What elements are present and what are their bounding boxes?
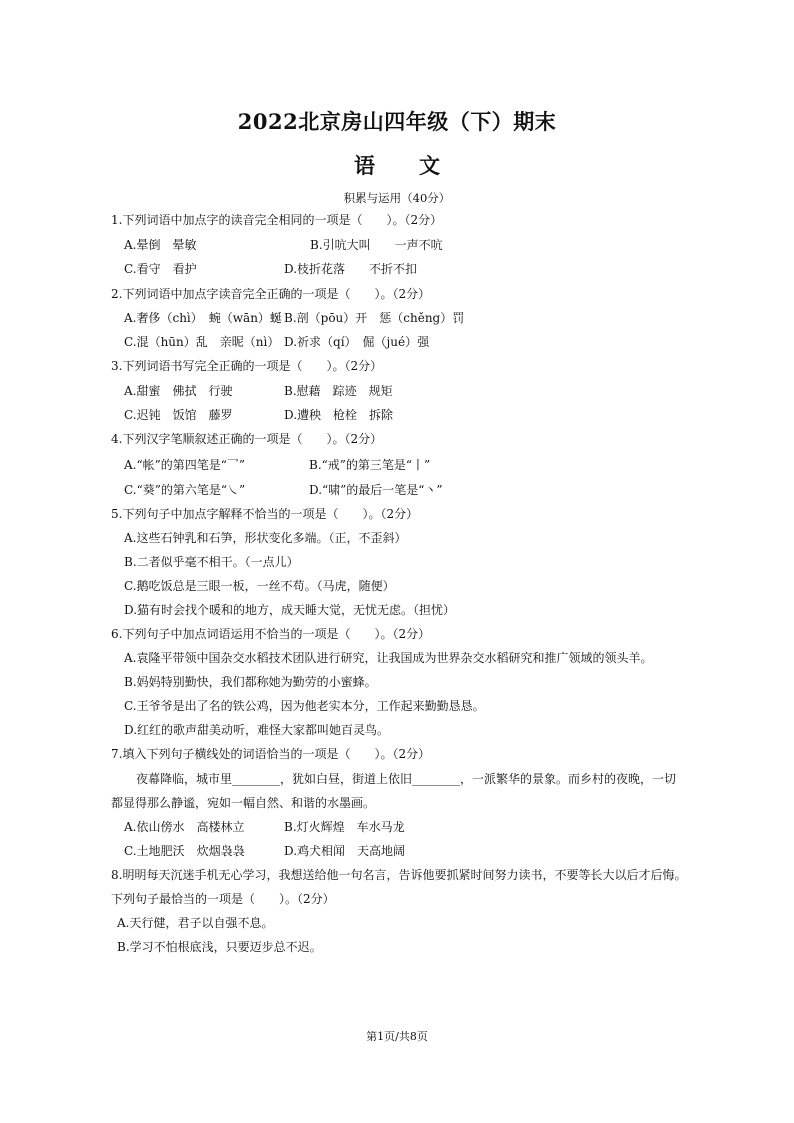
q7-passage-line-1: 夜幕降临，城市里________，犹如白昼，街道上依旧________，一派繁华的景象。而乡村的夜晚，一切 bbox=[136, 772, 677, 786]
question-7-stem: 7.填入下列句子横线处的词语恰当的一项是（ ）。（2分） bbox=[111, 747, 431, 761]
page-number-footer: 第1页/共8页 bbox=[366, 1030, 428, 1043]
question-2-stem: 2.下列词语中加点字读音完全正确的一项是（ ）。（2分） bbox=[111, 287, 431, 301]
q8-option-a: A.天行健，君子以自强不息。 bbox=[117, 916, 274, 930]
q3-option-c: C.迟钝 饭馆 藤罗 bbox=[124, 408, 233, 422]
page-title: 2022北京房山四年级（下）期末 bbox=[237, 109, 557, 134]
q1-option-d: D.枝折花落 不折不扣 bbox=[284, 262, 418, 276]
q1-option-b: B.引吭大叫 一声不吭 bbox=[310, 238, 443, 252]
q4-option-b: B.“戒”的第三笔是“丨” bbox=[309, 458, 431, 472]
question-5-stem: 5.下列句子中加点字解释不恰当的一项是（ ）。（2分） bbox=[111, 507, 419, 521]
q5-option-c: C.鹅吃饭总是三眼一板，一丝不苟。（马虎，随便） bbox=[124, 579, 395, 593]
subject-title bbox=[0, 150, 794, 180]
q1-option-c: C.看守 看护 bbox=[124, 262, 197, 276]
q3-option-d: D.遭秧 枪栓 拆除 bbox=[284, 408, 394, 422]
q7-option-d: D.鸡犬相闻 天高地阔 bbox=[284, 844, 406, 858]
section-heading: 积累与运用（40分） bbox=[343, 191, 451, 205]
q5-option-b: B.二者似乎毫不相干。（一点儿） bbox=[124, 555, 299, 569]
q5-option-a: A.这些石钟乳和石笋，形状变化多端。（正，不歪斜） bbox=[124, 531, 407, 545]
subject-char-2: 文 bbox=[419, 153, 440, 178]
q4-option-a: A.“帐”的第四笔是“乛” bbox=[124, 458, 246, 472]
q2-option-c: C.混（hūn）乱 亲昵（nì） bbox=[124, 335, 280, 349]
q2-option-b: B.剖（pōu）开 惩（chěng）罚 bbox=[284, 311, 465, 325]
q3-option-b: B.慰藉 踪迹 规矩 bbox=[284, 384, 393, 398]
q6-option-a: A.袁隆平带领中国杂交水稻技术团队进行研究，让我国成为世界杂交水稻研究和推广领域的领头羊。 bbox=[124, 651, 653, 665]
q7-option-b: B.灯火辉煌 车水马龙 bbox=[284, 820, 405, 834]
q5-option-d: D.猫有时会找个暖和的地方，成天睡大觉，无忧无虑。（担忧） bbox=[124, 603, 456, 617]
question-8-stem-line-1: 8.明明每天沉迷手机无心学习，我想送给他一句名言，告诉他要抓紧时间努力读书，不要等长大以后才后悔。 bbox=[111, 868, 687, 882]
q6-option-d: D.红红的歌声甜美动听，难怪大家都叫她百灵鸟。 bbox=[124, 723, 390, 737]
subject-char-1: 语 bbox=[354, 153, 375, 178]
q6-option-b: B.妈妈特别勤快，我们都称她为勤劳的小蜜蜂。 bbox=[124, 675, 377, 689]
q2-option-a: A.奢侈（chì） 蜿（wān）蜒 bbox=[124, 311, 282, 325]
question-3-stem: 3.下列词语书写完全正确的一项是（ ）。（2分） bbox=[111, 359, 383, 373]
question-1-stem: 1.下列词语中加点字的读音完全相同的一项是（ ）。（2分） bbox=[111, 213, 443, 227]
question-6-stem: 6.下列句子中加点词语运用不恰当的一项是（ ）。（2分） bbox=[111, 627, 431, 641]
q2-option-d: D.祈求（qí） 倔（jué）强 bbox=[284, 335, 430, 349]
q7-option-a: A.依山傍水 高楼林立 bbox=[124, 820, 245, 834]
q7-option-c: C.土地肥沃 炊烟袅袅 bbox=[124, 844, 245, 858]
question-8-stem-line-2: 下列句子最恰当的一项是（ ）。（2分） bbox=[111, 892, 335, 906]
question-4-stem: 4.下列汉字笔顺叙述正确的一项是（ ）。（2分） bbox=[111, 432, 383, 446]
q8-option-b: B.学习不怕根底浅，只要迈步总不迟。 bbox=[117, 940, 322, 954]
q1-option-a: A.晕倒 晕敏 bbox=[124, 238, 197, 252]
q4-option-c: C.“葵”的第六笔是“㇏” bbox=[124, 483, 246, 497]
q3-option-a: A.甜蜜 佛拭 行驶 bbox=[124, 384, 233, 398]
q4-option-d: D.“啸”的最后一笔是“丶” bbox=[309, 483, 443, 497]
q7-passage-line-2: 都显得那么静谧，宛如一幅自然、和谐的水墨画。 bbox=[111, 796, 376, 810]
q6-option-c: C.王爷爷是出了名的铁公鸡，因为他老实本分，工作起来勤勤恳恳。 bbox=[124, 699, 485, 713]
